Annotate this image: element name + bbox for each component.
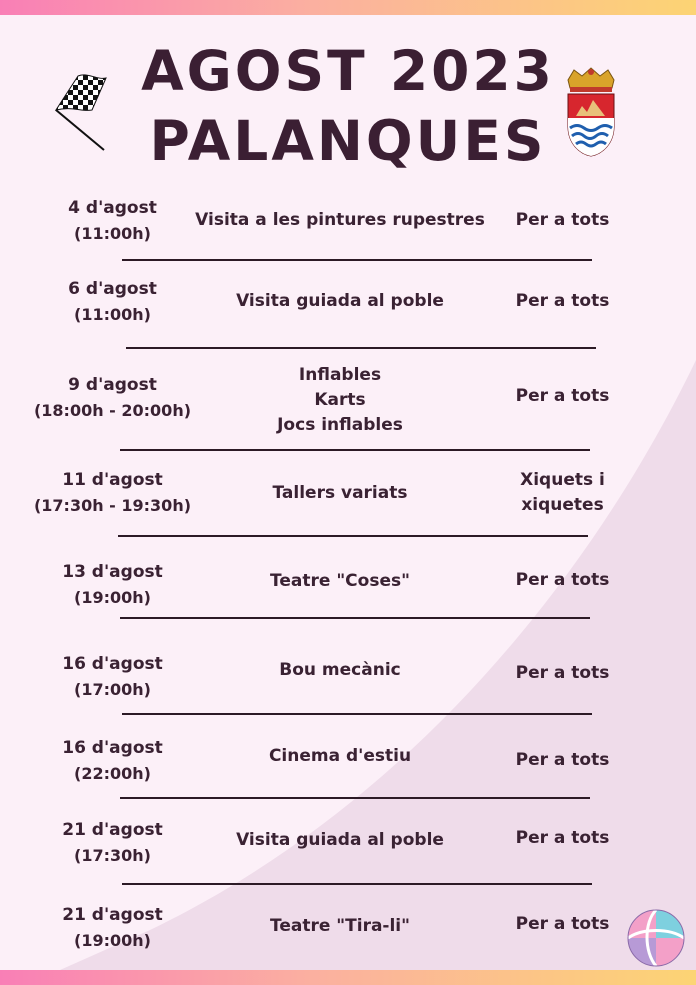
- coat-of-arms-icon: [562, 66, 620, 158]
- event-title: Cinema d'estiu: [268, 746, 412, 766]
- event-time: (18:00h - 20:00h): [33, 401, 192, 420]
- event-title: Tallers variats: [272, 483, 408, 503]
- event-audience: Per a tots: [515, 291, 610, 311]
- row-divider: [120, 449, 590, 451]
- row-divider: [118, 535, 588, 537]
- row-divider: [120, 797, 590, 799]
- event-title: Inflables Karts Jocs inflables: [277, 365, 403, 435]
- event-audience: Per a tots: [515, 210, 610, 230]
- bottom-gradient-bar: [0, 970, 696, 985]
- row-divider: [126, 347, 596, 349]
- event-date: 6 d'agost (11:00h): [30, 277, 195, 327]
- event-audience: Per a tots: [515, 828, 610, 848]
- event-title: Visita guiada al poble: [236, 830, 444, 850]
- event-date: 16 d'agost (17:00h): [30, 652, 195, 702]
- event-title: Teatre "Coses": [270, 571, 410, 591]
- row-divider: [122, 713, 592, 715]
- beach-ball-icon: [626, 908, 686, 968]
- event-date: 11 d'agost (17:30h - 19:30h): [30, 468, 195, 518]
- event-title: Visita a les pintures rupestres: [195, 210, 485, 230]
- event-time: (17:30h): [74, 846, 151, 865]
- event-time: (11:00h): [74, 224, 151, 243]
- event-date: 4 d'agost (11:00h): [30, 196, 195, 246]
- event-time: (22:00h): [74, 764, 151, 783]
- event-audience: Per a tots: [515, 750, 610, 770]
- event-time: (19:00h): [74, 588, 151, 607]
- top-gradient-bar: [0, 0, 696, 15]
- event-audience: Per a tots: [515, 570, 610, 590]
- checkered-flag-icon: [48, 70, 110, 152]
- row-divider: [122, 883, 592, 885]
- event-audience: Per a tots: [515, 663, 610, 683]
- event-date: 13 d'agost (19:00h): [30, 560, 195, 610]
- event-time: (17:30h - 19:30h): [33, 496, 192, 515]
- event-date: 16 d'agost (22:00h): [30, 736, 195, 786]
- event-title: Teatre "Tira-li": [269, 916, 410, 936]
- event-audience: Per a tots: [515, 386, 610, 406]
- event-audience: Per a tots: [515, 914, 610, 934]
- event-time: (19:00h): [74, 931, 151, 950]
- page-title-line2: PALANQUES: [149, 109, 547, 173]
- event-date: 9 d'agost (18:00h - 20:00h): [30, 373, 195, 423]
- event-title: Bou mecànic: [279, 660, 401, 680]
- event-time: (11:00h): [74, 305, 151, 324]
- event-audience: Xiquets i xiquetes: [520, 470, 605, 515]
- event-time: (17:00h): [74, 680, 151, 699]
- row-divider: [122, 259, 592, 261]
- event-date: 21 d'agost (19:00h): [30, 903, 195, 953]
- event-title: Visita guiada al poble: [236, 291, 444, 311]
- event-date: 21 d'agost (17:30h): [30, 818, 195, 868]
- page-title-line1: AGOST 2023: [141, 39, 555, 103]
- row-divider: [120, 617, 590, 619]
